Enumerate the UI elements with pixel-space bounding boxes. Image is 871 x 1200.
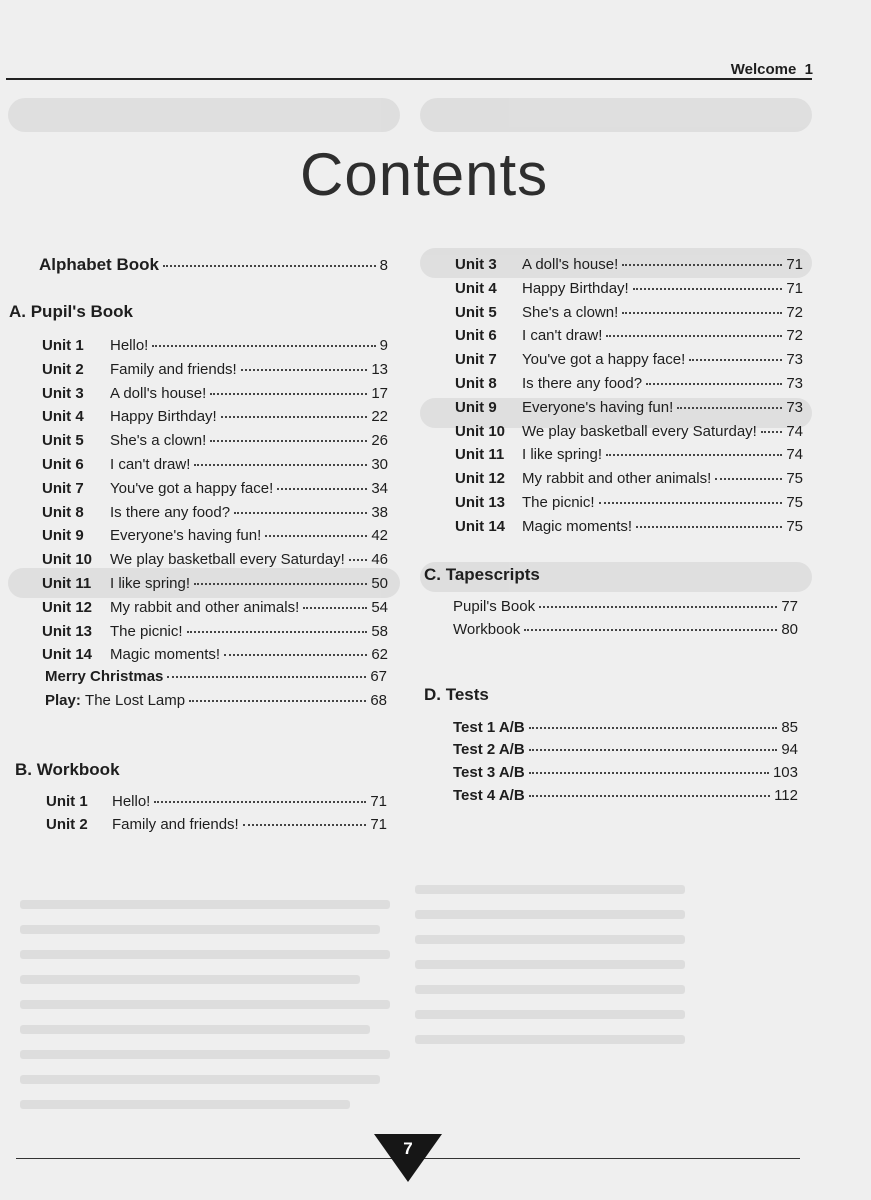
leader-dots <box>539 606 777 608</box>
header-rule <box>6 78 812 80</box>
toc-unit-number: Unit 5 <box>42 432 84 450</box>
section-heading-workbook: B. Workbook <box>15 760 120 779</box>
toc-entry-unit <box>42 456 388 476</box>
toc-page: 80 <box>781 621 798 638</box>
toc-unit-number: Unit 14 <box>42 646 93 664</box>
toc-page: 58 <box>371 622 388 640</box>
toc-unit-number: Unit 10 <box>42 551 93 569</box>
toc-entry-unit <box>42 504 388 524</box>
toc-label: Test 1 A/B <box>453 719 525 736</box>
toc-label: Test 4 A/B <box>453 787 525 804</box>
leader-dots <box>524 629 777 631</box>
toc-unit-number: Unit 13 <box>42 622 93 640</box>
leader-dots <box>189 700 366 702</box>
toc-entry-unit <box>455 375 803 395</box>
toc-unit-number: Unit 13 <box>455 494 506 511</box>
toc-entry-unit <box>42 551 388 571</box>
toc-entry-unit <box>455 446 803 466</box>
toc-title: We play basketball every Saturday! <box>522 422 757 440</box>
toc-unit-number: Unit 6 <box>455 327 497 345</box>
toc-page: 8 <box>379 257 388 274</box>
leader-dots <box>224 654 367 656</box>
toc-unit-number: Unit 8 <box>455 375 497 392</box>
toc-title: Magic moments! <box>522 517 633 535</box>
leader-dots <box>633 288 783 290</box>
toc-label: Play: <box>45 692 81 709</box>
toc-entry-tapescripts-pupils-book <box>453 598 798 618</box>
toc-title: We play basketball every Saturday! <box>110 551 345 569</box>
toc-entry-unit <box>42 337 388 357</box>
toc-page: 34 <box>371 479 388 497</box>
toc-unit-number: Unit 11 <box>42 575 92 592</box>
leader-dots <box>221 416 368 418</box>
leader-dots <box>243 824 367 826</box>
leader-dots <box>677 407 782 409</box>
toc-unit-number: Unit 7 <box>42 479 84 497</box>
toc-entry-test-2 <box>453 741 798 761</box>
toc-page: 73 <box>786 351 803 369</box>
leader-dots <box>194 583 367 585</box>
toc-unit-number: Unit 12 <box>455 470 506 488</box>
toc-page: 67 <box>370 668 387 685</box>
toc-title: My rabbit and other animals! <box>522 470 712 488</box>
leader-dots <box>646 383 782 385</box>
toc-entry-unit <box>455 304 803 324</box>
toc-page: 42 <box>371 527 388 545</box>
toc-unit-number: Unit 7 <box>455 351 497 369</box>
toc-entry-unit <box>455 494 803 514</box>
toc-title: Magic moments! <box>110 646 221 664</box>
toc-page: 71 <box>786 279 803 297</box>
toc-title: Everyone's having fun! <box>522 398 674 416</box>
toc-page: 72 <box>786 327 803 345</box>
toc-entry-play <box>45 692 387 712</box>
toc-entry-unit <box>455 327 803 347</box>
toc-entry-alphabet-book <box>39 255 388 275</box>
toc-entry-merry-christmas <box>45 668 387 688</box>
toc-title: Is there any food? <box>110 503 231 521</box>
toc-page: 13 <box>371 360 388 378</box>
toc-page: 17 <box>371 384 388 402</box>
toc-title: Hello! <box>112 793 151 810</box>
toc-unit-number: Unit 1 <box>42 337 84 354</box>
leader-dots <box>265 535 367 537</box>
toc-unit-number: Unit 1 <box>46 793 88 810</box>
toc-page: 71 <box>370 816 387 833</box>
leader-dots <box>622 264 782 266</box>
toc-page: 75 <box>786 470 803 488</box>
toc-unit-number: Unit 9 <box>42 527 84 545</box>
section-heading-tapescripts: C. Tapescripts <box>424 565 540 584</box>
toc-entry-unit <box>46 816 387 836</box>
leader-dots <box>234 512 367 514</box>
toc-label: Pupil's Book <box>453 598 536 615</box>
leader-dots <box>194 464 367 466</box>
leader-dots <box>606 454 782 456</box>
toc-label: Workbook <box>453 621 521 638</box>
toc-entry-test-4 <box>453 787 798 807</box>
leader-dots <box>715 478 782 480</box>
toc-page: 73 <box>786 398 803 416</box>
toc-entry-unit <box>455 256 803 276</box>
running-title: Welcome <box>730 61 797 78</box>
toc-title: Family and friends! <box>110 360 237 378</box>
toc-title: I can't draw! <box>522 327 603 345</box>
toc-entry-unit <box>42 408 388 428</box>
toc-page: 50 <box>371 575 388 592</box>
toc-page: 62 <box>371 646 388 664</box>
toc-page: 68 <box>370 692 387 709</box>
toc-entry-unit <box>46 793 387 813</box>
toc-title: A doll's house! <box>110 384 207 402</box>
toc-page: 85 <box>781 719 798 736</box>
leader-dots <box>636 526 782 528</box>
toc-title: She's a clown! <box>522 303 619 321</box>
leader-dots <box>689 359 782 361</box>
toc-page: 74 <box>786 446 803 464</box>
section-heading-pupils-book: A. Pupil's Book <box>9 302 133 321</box>
leader-dots <box>529 727 778 729</box>
toc-unit-number: Unit 4 <box>455 279 497 297</box>
toc-label: Merry Christmas <box>45 668 164 685</box>
toc-page: 9 <box>379 337 388 354</box>
toc-entry-unit <box>42 623 388 643</box>
toc-page: 71 <box>786 256 803 273</box>
toc-entry-tapescripts-workbook <box>453 621 798 641</box>
toc-page: 75 <box>786 494 803 511</box>
toc-unit-number: Unit 9 <box>455 398 497 416</box>
toc-title: The picnic! <box>110 622 183 640</box>
toc-page: 103 <box>772 764 798 781</box>
toc-page: 75 <box>786 517 803 535</box>
toc-title: Happy Birthday! <box>110 408 217 426</box>
toc-title: Happy Birthday! <box>522 279 629 297</box>
toc-unit-number: Unit 11 <box>455 446 505 464</box>
leader-dots <box>599 502 783 504</box>
leader-dots <box>606 335 782 337</box>
toc-title: You've got a happy face! <box>110 479 274 497</box>
leader-dots <box>210 440 367 442</box>
toc-title: I like spring! <box>110 575 191 592</box>
toc-title: My rabbit and other animals! <box>110 598 300 616</box>
toc-title: I like spring! <box>522 446 603 464</box>
leader-dots <box>210 393 367 395</box>
toc-unit-number: Unit 4 <box>42 408 84 426</box>
leader-dots <box>529 749 778 751</box>
toc-entry-unit <box>42 646 388 666</box>
toc-entry-unit <box>455 351 803 371</box>
toc-unit-number: Unit 2 <box>46 816 88 833</box>
toc-unit-number: Unit 5 <box>455 303 497 321</box>
toc-title: Family and friends! <box>112 816 239 833</box>
toc-unit-number: Unit 2 <box>42 360 84 378</box>
toc-page: 71 <box>370 793 387 810</box>
toc-entry-unit <box>455 280 803 300</box>
leader-dots <box>529 772 769 774</box>
toc-page: 74 <box>786 422 803 440</box>
toc-entry-unit <box>42 385 388 405</box>
toc-page: 77 <box>781 598 798 615</box>
toc-label: Test 2 A/B <box>453 741 525 758</box>
toc-page: 22 <box>371 408 388 426</box>
leader-dots <box>163 265 376 267</box>
toc-unit-number: Unit 8 <box>42 503 84 521</box>
toc-entry-unit <box>42 361 388 381</box>
toc-unit-number: Unit 14 <box>455 517 506 535</box>
toc-entry-unit <box>455 399 803 419</box>
page-title: Contents <box>300 141 549 208</box>
toc-title: The picnic! <box>522 494 595 511</box>
toc-page: 112 <box>774 787 798 804</box>
toc-title: You've got a happy face! <box>522 351 686 369</box>
toc-entry-test-1 <box>453 719 798 739</box>
toc-unit-number: Unit 12 <box>42 598 93 616</box>
toc-page: 72 <box>786 303 803 321</box>
toc-unit-number: Unit 3 <box>42 384 84 402</box>
toc-title: She's a clown! <box>110 432 207 450</box>
toc-page: 54 <box>371 598 388 616</box>
toc-title: Is there any food? <box>522 375 643 392</box>
toc-entry-unit <box>42 480 388 500</box>
leader-dots <box>152 345 375 347</box>
leader-dots <box>349 559 367 561</box>
leader-dots <box>761 431 782 433</box>
toc-page: 46 <box>371 551 388 569</box>
toc-title: A doll's house! <box>522 256 619 273</box>
toc-title: The Lost Lamp <box>85 692 186 709</box>
toc-entry-unit <box>455 470 803 490</box>
toc-page: 30 <box>371 456 388 473</box>
leader-dots <box>277 488 367 490</box>
section-heading-tests: D. Tests <box>424 685 489 704</box>
toc-entry-unit <box>455 423 803 443</box>
toc-unit-number: Unit 3 <box>455 256 497 273</box>
running-page-number: 1 <box>804 61 813 78</box>
leader-dots <box>241 369 368 371</box>
page-number: 7 <box>403 1139 413 1158</box>
leader-dots <box>154 801 366 803</box>
leader-dots <box>622 312 782 314</box>
toc-label: Test 3 A/B <box>453 764 525 781</box>
leader-dots <box>303 607 367 609</box>
toc-entry-test-3 <box>453 764 798 784</box>
toc-page: 38 <box>371 503 388 521</box>
leader-dots <box>187 631 368 633</box>
toc-unit-number: Unit 6 <box>42 456 84 473</box>
toc-page: 26 <box>371 432 388 450</box>
toc-page: 73 <box>786 375 803 392</box>
toc-entry-unit <box>42 599 388 619</box>
toc-entry-unit <box>42 575 388 595</box>
toc-label: Alphabet Book <box>39 255 159 274</box>
leader-dots <box>529 795 770 797</box>
toc-page: 94 <box>781 741 798 758</box>
toc-entry-unit <box>42 432 388 452</box>
toc-unit-number: Unit 10 <box>455 422 506 440</box>
toc-title: Everyone's having fun! <box>110 527 262 545</box>
toc-entry-unit <box>42 527 388 547</box>
toc-title: Hello! <box>110 337 149 354</box>
running-header <box>731 61 813 78</box>
toc-entry-unit <box>455 518 803 538</box>
toc-title: I can't draw! <box>110 456 191 473</box>
leader-dots <box>167 676 366 678</box>
